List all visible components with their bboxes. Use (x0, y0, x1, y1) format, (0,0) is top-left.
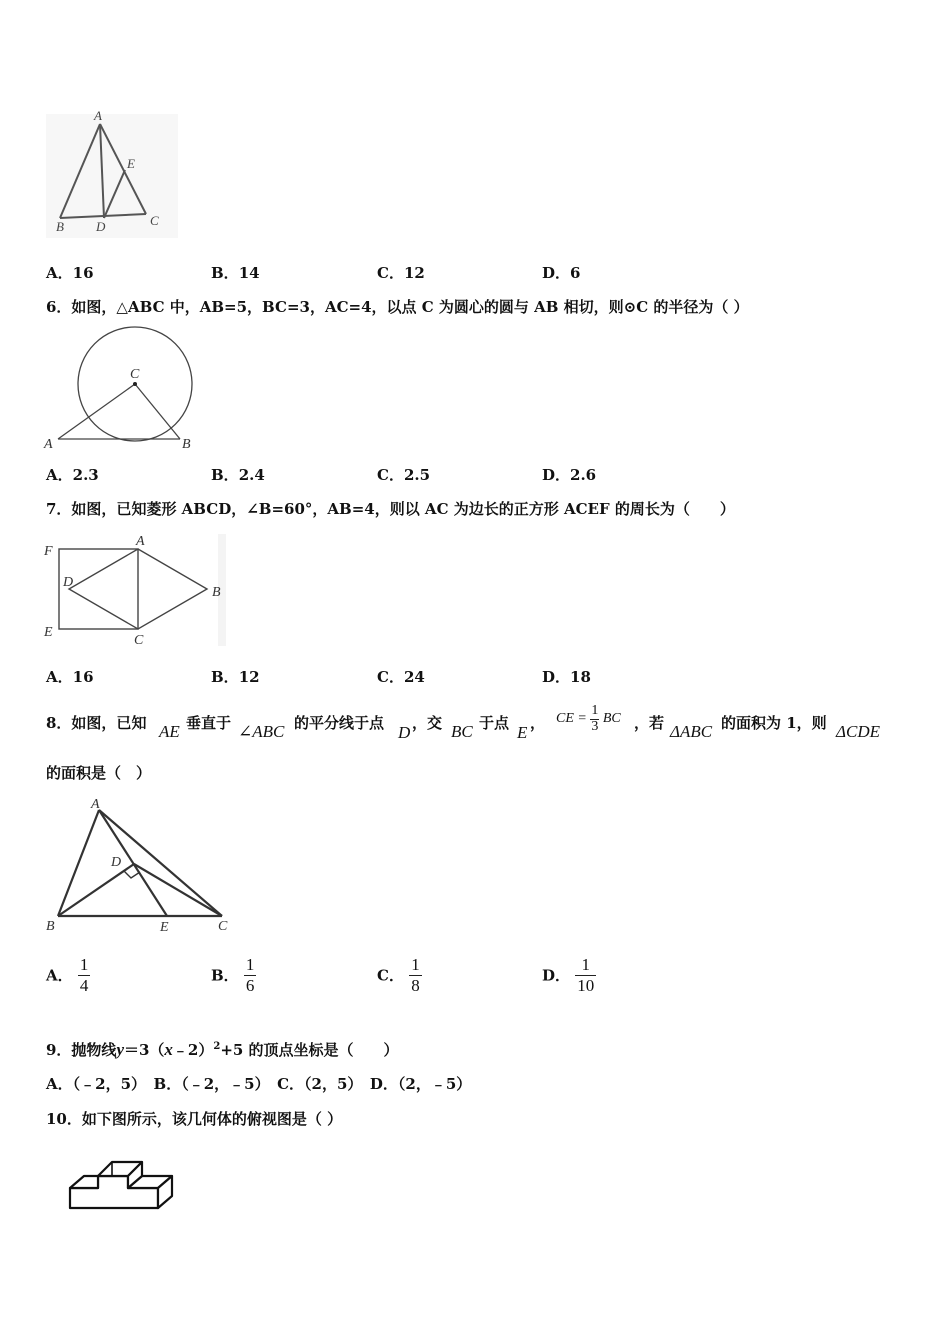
fraction: $\frac{1}{8}$ (411, 955, 420, 995)
ce-fraction-den: 3 (591, 718, 599, 734)
label-b: B (182, 437, 191, 452)
q6-question-text: 6．如图，△ABC 中，AB=5，BC=3，AC=4，以点 C 为圆心的圆与 AB 相切，则⊙C 的半径为（ ） (46, 298, 749, 316)
q8-text-3: 的平分线于点 (294, 714, 385, 732)
q9-math-y: y (116, 1040, 124, 1059)
q8-option-a[interactable]: A． $\frac{1}{4}$ (46, 955, 89, 995)
label-a: A (91, 797, 100, 812)
q8-math-angle-abc: ∠ABC (238, 722, 285, 741)
label-b: B (56, 219, 64, 234)
q5-triangle-figure (44, 106, 180, 240)
q6-option-d[interactable]: D．2.6 (542, 466, 597, 484)
q8-option-c[interactable]: C． $\frac{1}{8}$ (377, 955, 420, 995)
q8-math-ce-equation (556, 704, 621, 734)
label-c: C (134, 633, 144, 648)
q8-text-7: ，若 (634, 714, 665, 732)
label-c: C (150, 213, 159, 228)
top-left-step (70, 1176, 98, 1188)
q8-math-e: E (517, 723, 528, 742)
q8-text-1: 8．如图，已知 (46, 714, 147, 732)
fraction: $\frac{1}{10}$ (577, 955, 595, 995)
segment-bc (135, 384, 180, 439)
label-c: C (218, 919, 228, 934)
q9-exponent: 2 (213, 1041, 221, 1052)
label-b: B (212, 585, 221, 600)
segment-ac (58, 384, 135, 439)
label-e: E (44, 625, 53, 640)
fraction: $\frac{1}{4}$ (79, 955, 89, 995)
segment-dc (134, 864, 222, 916)
label-b: B (46, 919, 55, 934)
q8-option-d[interactable]: D． $\frac{1}{10}$ (542, 955, 595, 995)
q7-rhombus-square-figure (40, 532, 230, 650)
ce-lhs: CE = (556, 711, 587, 727)
label-a: A (44, 437, 53, 452)
q8-text-5: 于点 (479, 714, 510, 732)
q7-option-c[interactable]: C．24 (377, 668, 425, 686)
q10-question-text: 10．如下图所示，该几何体的俯视图是（ ） (46, 1110, 343, 1128)
q8-option-b[interactable]: B． $\frac{1}{6}$ (211, 955, 255, 995)
q7-option-b[interactable]: B．12 (211, 668, 260, 686)
segment-ae (99, 810, 167, 916)
q9-math-x: x (164, 1040, 173, 1059)
label-a: A (136, 534, 145, 549)
segment-bd (58, 864, 134, 916)
segment-ab (58, 810, 99, 916)
q8-math-ae: AE (159, 722, 180, 741)
q8-text-line2: 的面积是（ ） (46, 764, 152, 782)
label-a: A (94, 108, 102, 123)
q7-option-d[interactable]: D．18 (542, 668, 591, 686)
q8-text-4: ，交 (412, 714, 443, 732)
center-point (133, 382, 137, 386)
label-c: C (130, 367, 140, 382)
q8-math-triangle-cde: ΔCDE (836, 722, 880, 741)
q8-math-triangle-abc: ΔABC (670, 722, 713, 741)
q8-math-d: D (398, 723, 411, 742)
ce-fraction-num: 1 (591, 703, 599, 718)
q6-option-a[interactable]: A．2.3 (46, 466, 99, 484)
ce-rhs: BC (602, 711, 621, 727)
label-e: E (127, 156, 135, 171)
q7-option-a[interactable]: A．16 (46, 668, 94, 686)
q8-text-6: ， (530, 714, 546, 732)
q9-options-line[interactable]: A．（﹣2，5） B．（﹣2，﹣5） C．（2，5） D．（2，﹣5） (46, 1075, 472, 1093)
q8-text-2: 垂直于 (186, 714, 232, 732)
q6-circle-figure (40, 322, 210, 454)
q5-option-d[interactable]: D．6 (542, 264, 581, 282)
label-f: F (44, 544, 53, 559)
q9-question-text: 9．抛物线y＝3（x﹣2）$^2$+5 的顶点坐标是（ ） (46, 1040, 399, 1059)
ce-fraction (590, 704, 599, 734)
q5-option-c[interactable]: C．12 (377, 264, 425, 282)
q5-option-b[interactable]: B．14 (211, 264, 260, 282)
q8-math-bc: BC (451, 722, 473, 741)
label-d: D (63, 575, 74, 590)
q8-text-8: 的面积为 1，则 (721, 714, 827, 732)
label-d: D (111, 855, 122, 870)
q8-triangle-figure (42, 792, 238, 940)
q7-question-text: 7．如图，已知菱形 ABCD，∠B=60°，AB=4，则以 AC 为边长的正方形 ACEF 的周长为（ ） (46, 500, 735, 518)
q6-option-b[interactable]: B．2.4 (211, 466, 265, 484)
q10-solid-figure (60, 1150, 180, 1216)
label-d: D (96, 219, 106, 234)
q6-option-c[interactable]: C．2.5 (377, 466, 431, 484)
q5-option-a[interactable]: A．16 (46, 264, 94, 282)
fraction: $\frac{1}{6}$ (245, 955, 255, 995)
label-e: E (160, 920, 169, 935)
